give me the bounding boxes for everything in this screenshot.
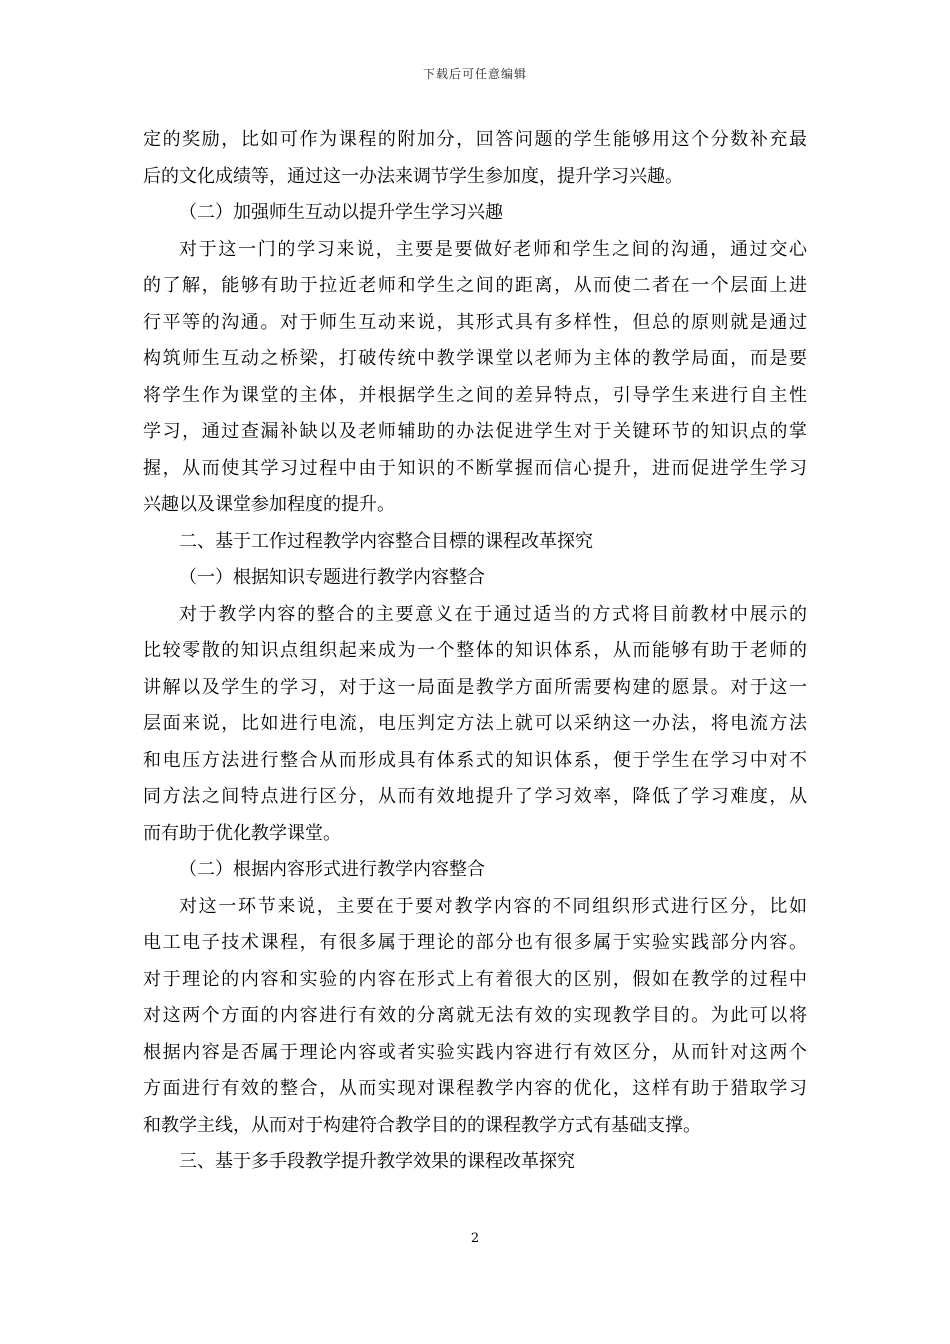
paragraph-line: 和电压方法进行整合从而形成具有体系式的知识体系，便于学生在学习中对不	[143, 749, 807, 771]
paragraph-line: 同方法之间特点进行区分，从而有效地提升了学习效率，降低了学习难度，从	[143, 786, 807, 807]
paragraph-line: 层面来说，比如进行电流，电压判定方法上就可以采纳这一办法，将电流方法	[143, 713, 807, 734]
paragraph-line: 学习，通过查漏补缺以及老师辅助的办法促进学生对于关键环节的知识点的掌	[143, 421, 807, 442]
page-number: 2	[470, 1231, 480, 1246]
paragraph-line: 对于教学内容的整合的主要意义在于通过适当的方式将目前教材中展示的	[179, 603, 807, 625]
paragraph-line: 而有助于优化教学课堂。	[143, 822, 341, 844]
paragraph-line: 兴趣以及课堂参加程度的提升。	[143, 494, 395, 515]
section-heading: （二）根据内容形式进行教学内容整合	[179, 859, 485, 880]
section-heading: 二、基于工作过程教学内容整合目標的课程改革探究	[179, 530, 593, 552]
section-heading: 三、基于多手段教学提升教学效果的课程改革探究	[179, 1151, 575, 1172]
paragraph-line: 构筑师生互动之桥梁，打破传统中教学课堂以老师为主体的教学局面，而是要	[143, 348, 807, 369]
paragraph-line: 后的文化成绩等，通过这一办法来调节学生参加度，提升学习兴趣。	[143, 165, 683, 187]
section-heading: （二）加强师生互动以提升学生学习兴趣	[179, 202, 503, 223]
paragraph-line: 行平等的沟通。对于师生互动来说，其形式具有多样性，但总的原则就是通过	[143, 311, 807, 333]
paragraph-line: 握，从而使其学习过程中由于知识的不断掌握而信心提升，进而促进学生学习	[143, 457, 807, 479]
section-heading: （一）根据知识专题进行教学内容整合	[179, 567, 485, 588]
paragraph-line: 对于这一门的学习来说，主要是要做好老师和学生之间的沟通，通过交心	[179, 238, 807, 260]
paragraph-line: 对于理论的内容和实验的内容在形式上有着很大的区别，假如在教学的过程中	[143, 968, 807, 990]
paragraph-line: 方面进行有效的整合，从而实现对课程教学内容的优化，这样有助于猎取学习	[143, 1078, 807, 1099]
paragraph-line: 根据内容是否属于理论内容或者实验实践内容进行有效区分，从而针对这两个	[143, 1041, 807, 1063]
paragraph-line: 对这两个方面的内容进行有效的分离就无法有效的实现教学目的。为此可以将	[143, 1005, 807, 1026]
page-header: 下载后可任意编辑	[422, 67, 527, 81]
document-body	[143, 122, 807, 1181]
paragraph-line: 和教学主线，从而对于构建符合教学目的的课程教学方式有基础支撑。	[143, 1114, 701, 1136]
paragraph-line: 电工电子技术课程，有很多属于理论的部分也有很多属于实验实践部分内容。	[143, 932, 807, 953]
paragraph-line: 比较零散的知识点组织起来成为一个整体的知识体系，从而能够有助于老师的	[143, 640, 807, 661]
paragraph-line: 的了解，能够有助于拉近老师和学生之间的距离，从而使二者在一个层面上进	[143, 275, 807, 296]
paragraph-line: 将学生作为课堂的主体，并根据学生之间的差异特点，引导学生来进行自主性	[143, 384, 807, 406]
paragraph-line: 对这一环节来说，主要在于要对教学内容的不同组织形式进行区分，比如	[179, 895, 807, 917]
paragraph-line: 定的奖励，比如可作为课程的附加分，回答问题的学生能够用这个分数补充最	[143, 129, 807, 150]
paragraph-line: 讲解以及学生的学习，对于这一局面是教学方面所需要构建的愿景。对于这一	[143, 676, 807, 698]
